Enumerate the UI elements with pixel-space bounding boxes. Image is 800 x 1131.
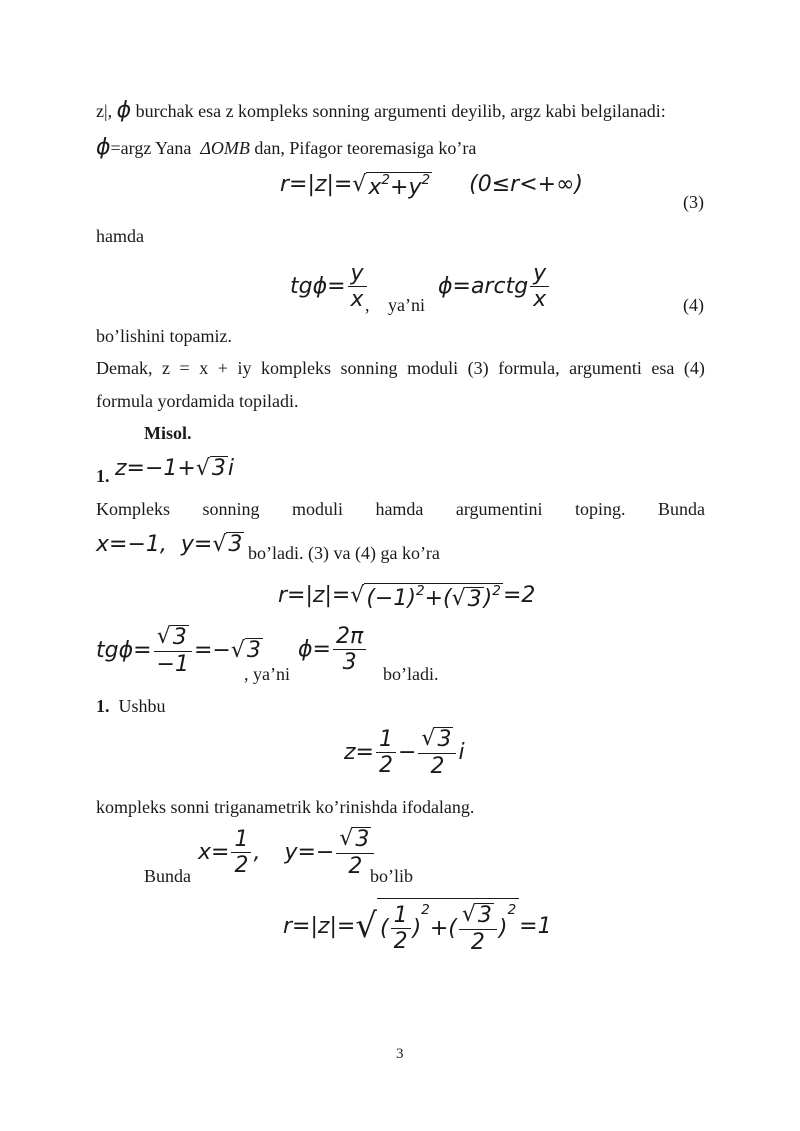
word: Bunda xyxy=(658,499,705,519)
plus: + xyxy=(390,175,409,201)
word: esa xyxy=(651,358,675,378)
paren: ( xyxy=(379,915,389,941)
equation-r2 xyxy=(283,898,552,954)
sqrt: √ $(-1)^2+$( √ 3 )$^2$ xyxy=(350,583,501,613)
triangle-omb: ΔOMB xyxy=(200,138,250,158)
text-hamda: hamda xyxy=(96,226,144,246)
numerator: 1 xyxy=(231,828,251,853)
item-number: 1. xyxy=(96,466,110,486)
eq-lhs: r=|z|= xyxy=(278,583,351,608)
minus: − xyxy=(397,740,417,766)
word: moduli xyxy=(291,499,343,519)
word: hamda xyxy=(375,499,424,519)
paragraph-line: formula yordamida topiladi. xyxy=(96,391,299,411)
word: iy xyxy=(237,358,252,378)
exponent: 2 xyxy=(381,172,391,188)
radicand: 3 xyxy=(437,727,452,752)
imag-unit: i xyxy=(458,740,465,766)
eq-lhs: ϕ=arctg xyxy=(438,274,529,300)
eq-mid: =− xyxy=(193,638,231,664)
text-fragment: Ushbu xyxy=(118,696,166,716)
phi-symbol: ϕ xyxy=(96,135,111,160)
word: moduli xyxy=(407,358,459,378)
sqrt: √ 3 xyxy=(212,532,243,557)
var-y: y xyxy=(408,175,422,201)
fraction: √ 3 2 xyxy=(418,727,456,778)
paragraph-line: bo’ladi. (3) va (4) ga ko’ra xyxy=(248,543,440,563)
numerator: y xyxy=(530,262,549,287)
eq-lhs: z= xyxy=(344,740,374,766)
word: argumentini xyxy=(455,499,543,519)
eq-lhs: ϕ= xyxy=(298,637,331,663)
eq-rhs: =2 xyxy=(502,583,536,608)
equation-xy2 xyxy=(198,827,376,878)
text-fragment: z|, xyxy=(96,101,113,121)
eq-lhs: z=−1+ xyxy=(115,456,196,481)
exponent: 2 xyxy=(507,902,517,918)
denominator: 3 xyxy=(342,650,357,676)
denominator: 2 xyxy=(393,929,408,955)
word: + xyxy=(217,358,228,378)
exponent: 2 xyxy=(421,902,430,918)
var-x: x xyxy=(368,175,382,201)
eq-lhs: tgϕ= xyxy=(96,638,152,664)
paragraph-line xyxy=(96,98,666,123)
word: z xyxy=(162,358,171,378)
eq-lhs: r=|z|= xyxy=(280,172,353,197)
sqrt: √ ( $\frac{1}{2}$ ) 2 +( √ 3 2 ) 2 xyxy=(355,898,519,954)
sqrt: √ 3 xyxy=(451,586,482,613)
fraction xyxy=(530,262,549,311)
word: Demak, xyxy=(96,358,153,378)
radicand: 3 xyxy=(477,903,492,928)
exponent: 2 xyxy=(415,583,425,599)
denominator: 2 xyxy=(234,853,249,879)
text-yani: , ya’ni xyxy=(244,664,290,684)
exponent: 2 xyxy=(492,583,501,599)
eq-y: y= xyxy=(180,532,213,557)
fraction xyxy=(333,625,366,674)
paragraph-line xyxy=(96,358,705,379)
text-bolib: bo’lib xyxy=(370,866,413,886)
text-yani: ya’ni xyxy=(388,295,425,315)
equation-z2 xyxy=(344,727,465,778)
range: (0≤r<+∞) xyxy=(469,172,584,197)
word: sonning xyxy=(340,358,398,378)
fraction: √ 3 −1 xyxy=(154,625,192,676)
eq-lhs: tgϕ= xyxy=(290,274,346,300)
fraction: √ 3 2 xyxy=(336,827,374,878)
equation-phi xyxy=(298,625,368,674)
paren: ) xyxy=(483,586,493,612)
denominator: −1 xyxy=(156,652,189,678)
radicand: 3 xyxy=(355,827,370,852)
eq-x: x= xyxy=(198,840,230,866)
numerator: 2π xyxy=(333,625,366,650)
equation-z xyxy=(115,456,234,481)
word: x xyxy=(199,358,209,378)
denominator: x xyxy=(350,287,364,313)
exponent: 2 xyxy=(421,172,431,188)
word: toping. xyxy=(575,499,626,519)
radicand: 3 xyxy=(467,587,482,613)
word: (4) xyxy=(683,358,705,378)
equation-r1 xyxy=(278,583,535,612)
text-bunda: Bunda xyxy=(144,866,191,886)
text-fragment: =argz Yana xyxy=(110,138,192,158)
denominator: 2 xyxy=(348,854,363,880)
radicand: 3 xyxy=(211,456,226,481)
paragraph-line: kompleks sonni triganametrik ko’rinishda ifodalang. xyxy=(96,797,475,817)
fraction xyxy=(376,728,396,777)
denominator: 2 xyxy=(430,754,445,780)
eq-y: y=− xyxy=(284,840,335,866)
imag-unit: i xyxy=(227,456,235,481)
word: kompleks xyxy=(261,358,331,378)
denominator: 2 xyxy=(470,930,485,956)
phi-symbol: ϕ xyxy=(116,98,132,123)
denominator: 2 xyxy=(378,753,393,779)
equation-4 xyxy=(290,262,369,311)
comma: , xyxy=(253,840,261,866)
radicand: 3 xyxy=(172,625,187,650)
paren: ) xyxy=(498,915,508,941)
word: sonning xyxy=(202,499,260,519)
fraction xyxy=(391,904,411,953)
fraction xyxy=(348,262,367,311)
eq-rhs: =1 xyxy=(519,913,552,939)
sqrt: √ 3 xyxy=(230,638,261,664)
word: Kompleks xyxy=(96,499,170,519)
sqrt: √ $x^2+y^2$ xyxy=(352,172,431,201)
numerator: 1 xyxy=(391,904,411,929)
equation-xy xyxy=(96,532,244,557)
numerator: 1 xyxy=(376,728,396,753)
word: (3) xyxy=(467,358,489,378)
eq-x: x=−1, xyxy=(96,532,167,557)
term: (−1) xyxy=(366,586,416,612)
text-fragment: dan, Pifagor teoremasiga ko’ra xyxy=(254,138,477,158)
text-fragment: burchak esa z kompleks sonning argumenti deyilib, argz kabi belgilanadi: xyxy=(135,101,666,121)
paren: ) xyxy=(412,915,422,941)
paragraph-line xyxy=(96,499,705,520)
sqrt: √ 3 xyxy=(195,456,226,481)
page-number: 3 xyxy=(396,1046,404,1062)
word: formula, xyxy=(498,358,560,378)
denominator: x xyxy=(533,287,547,313)
radicand: 3 xyxy=(246,638,261,664)
term: +( xyxy=(424,586,452,612)
radicand: 3 xyxy=(228,532,243,557)
fraction xyxy=(231,828,251,877)
paragraph-line xyxy=(96,696,166,717)
equation-number: (3) xyxy=(683,192,704,212)
plus: +( xyxy=(429,915,457,941)
section-heading-misol: Misol. xyxy=(144,423,192,443)
item-number: 1. xyxy=(96,696,110,716)
paragraph-line: bo’lishini topamiz. xyxy=(96,326,232,346)
equation-tg xyxy=(96,625,263,676)
numerator: y xyxy=(348,262,367,287)
eq-lhs: r=|z|= xyxy=(283,913,356,939)
text-fragment: , xyxy=(365,295,370,315)
equation-4-arctg xyxy=(438,262,551,311)
equation-number: (4) xyxy=(683,295,704,315)
equation-3 xyxy=(280,172,583,200)
fraction: √ 3 2 xyxy=(459,903,497,954)
word: = xyxy=(179,358,190,378)
word: argumenti xyxy=(569,358,642,378)
text-boladi: bo’ladi. xyxy=(383,664,439,684)
paragraph-line xyxy=(96,135,476,160)
